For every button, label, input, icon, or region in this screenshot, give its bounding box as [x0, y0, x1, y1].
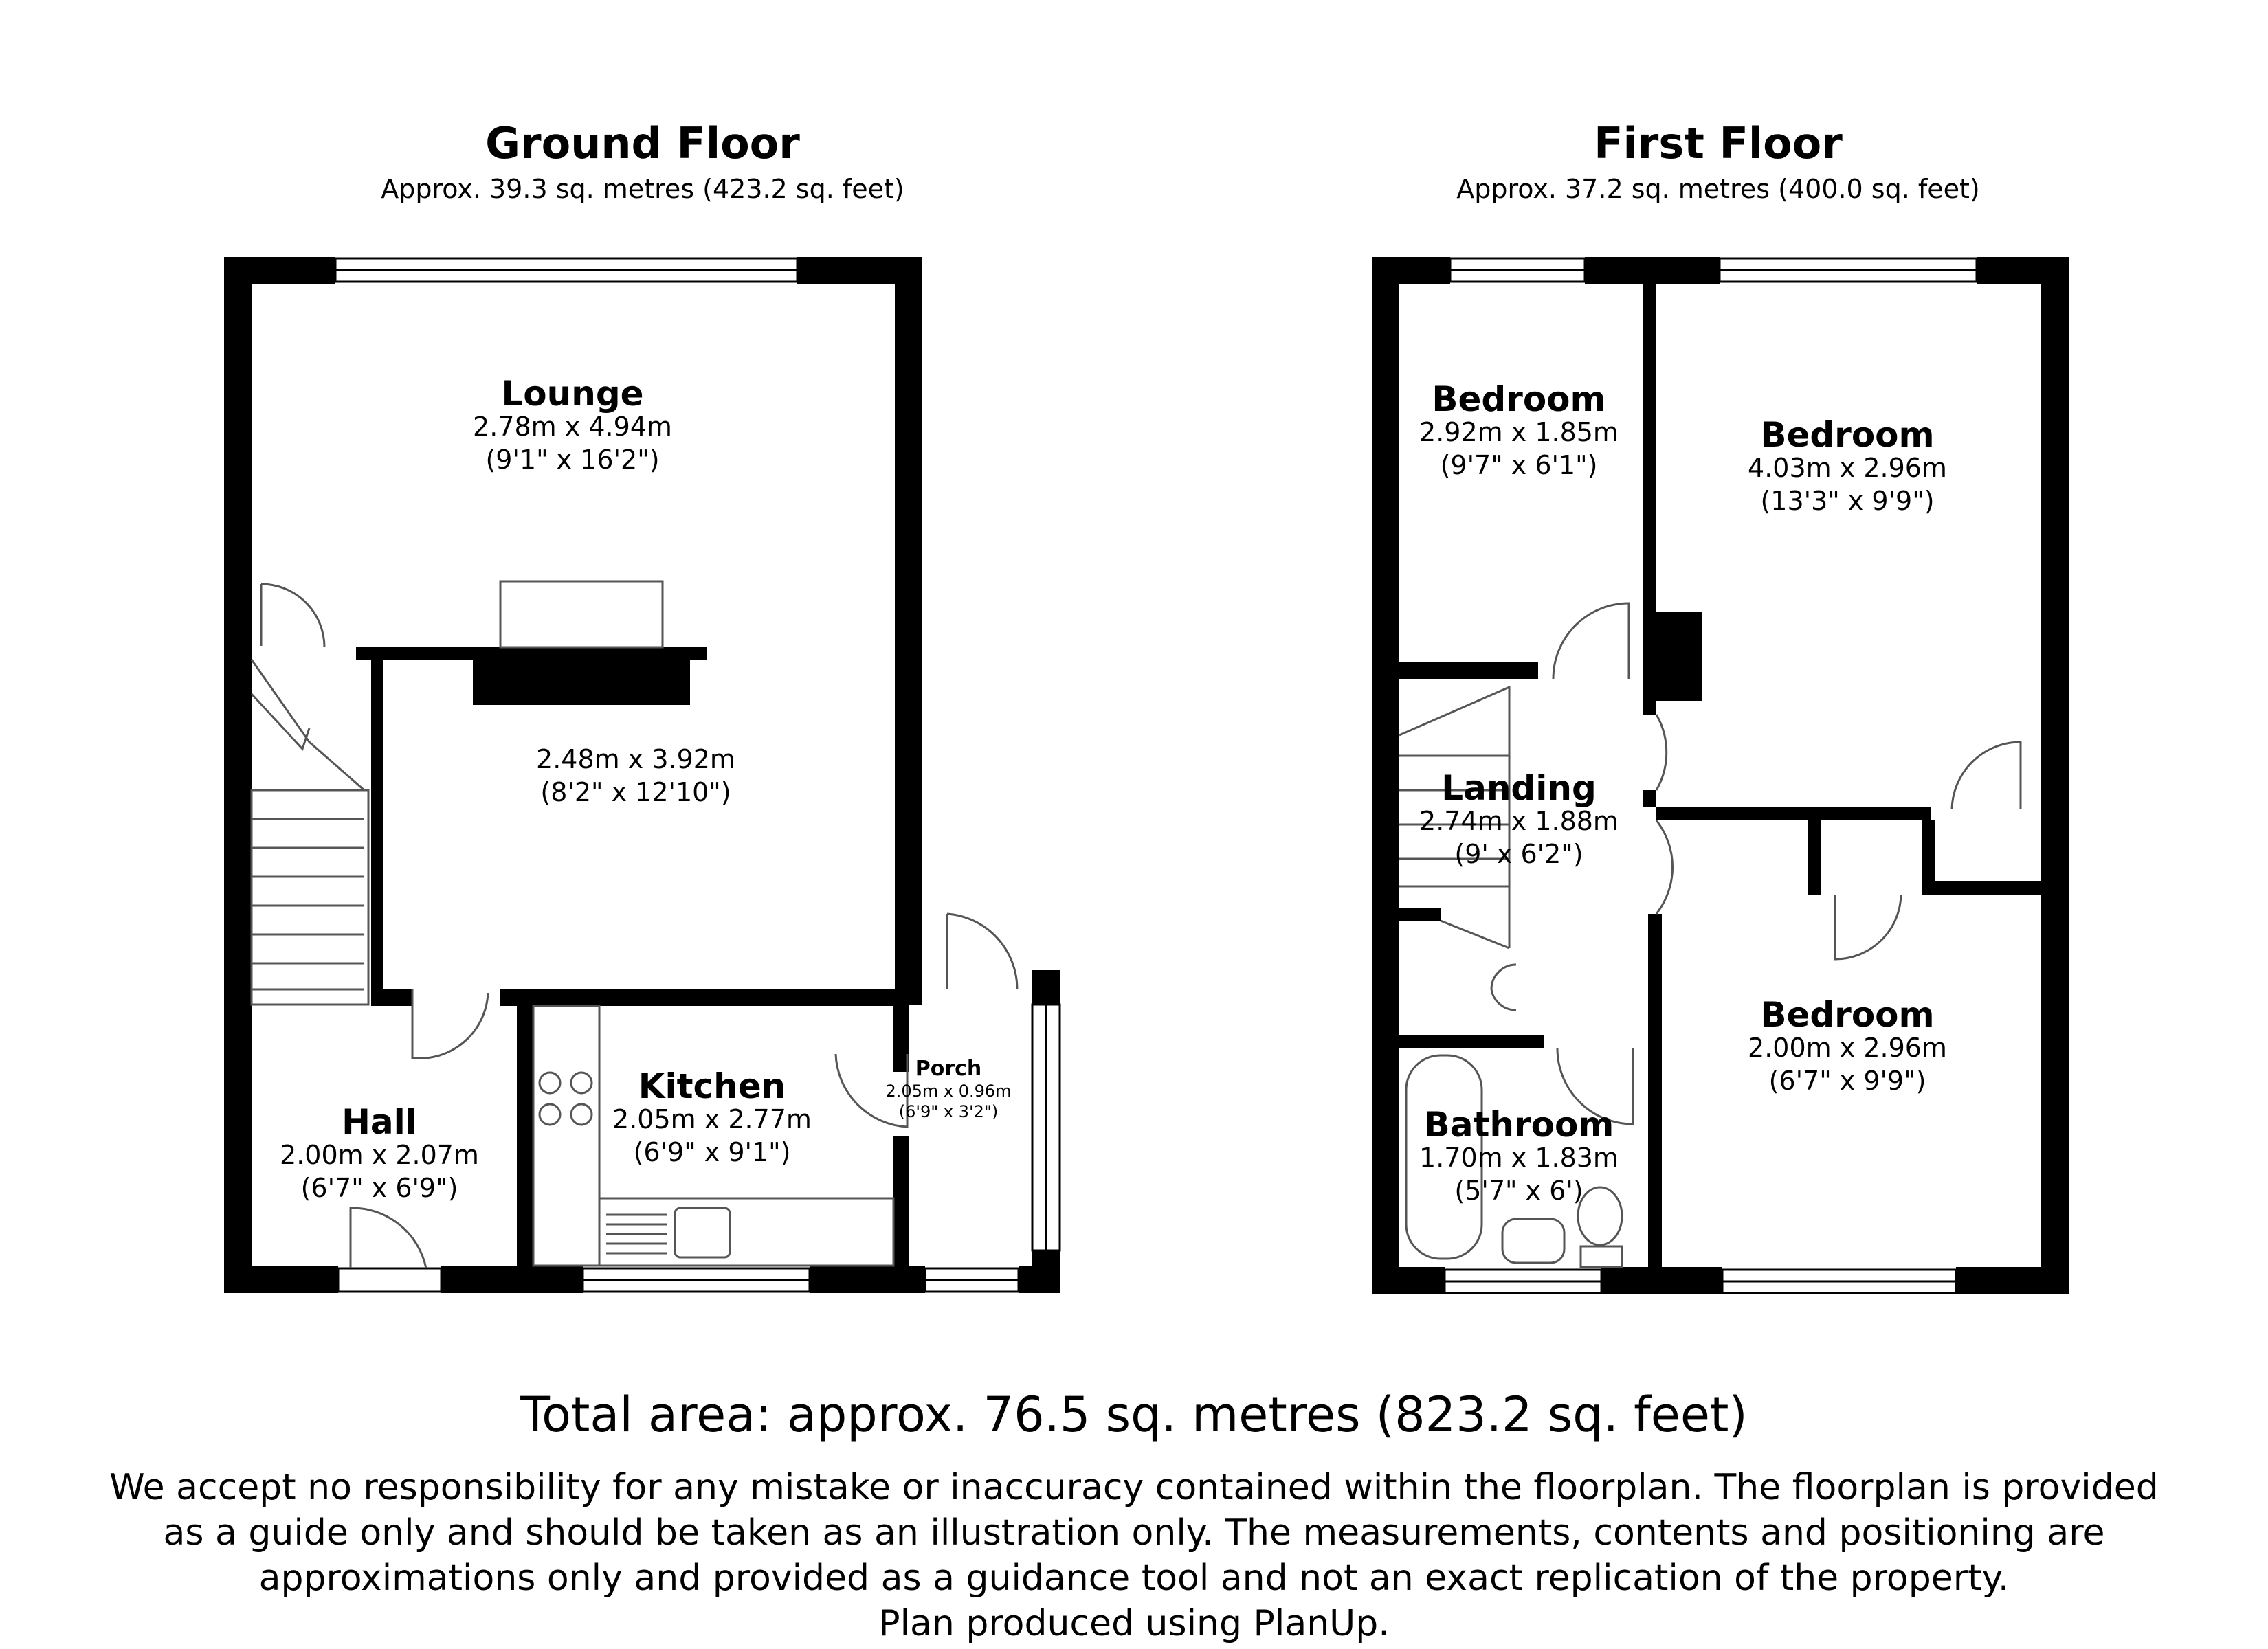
disclaimer-line: as a guide only and should be taken as an illustration only. The measurements, contents and positioning are [163, 1512, 2105, 1553]
wall [893, 1136, 909, 1266]
wall [1648, 914, 1662, 1267]
wall [1372, 257, 1399, 1294]
wall [1032, 1250, 1060, 1293]
wall [371, 647, 383, 1006]
room-label-kitchen: Kitchen 2.05m x 2.77m (6'9" x 9'1") [612, 1066, 812, 1167]
basin [1502, 1219, 1564, 1263]
disclaimer-line: approximations only and provided as a guidance tool and not an exact replication of the property. [258, 1558, 2010, 1599]
window [338, 1268, 441, 1292]
staircase [252, 790, 368, 1005]
room-label-dining: 2.48m x 3.92m (8'2" x 12'10") [536, 744, 735, 807]
wall [1656, 807, 1931, 820]
ground-floor-area: Approx. 39.3 sq. metres (423.2 sq. feet) [381, 174, 904, 204]
room-label-bedroom-third: Bedroom 2.00m x 2.96m (6'7" x 9'9") [1748, 995, 1947, 1096]
wall [1808, 820, 1821, 895]
wall [441, 1266, 583, 1293]
wall [1399, 1035, 1544, 1048]
room-label-hall: Hall 2.00m x 2.07m (6'7" x 6'9") [280, 1102, 479, 1203]
wall [1956, 1267, 2069, 1294]
wall [1372, 1267, 1445, 1294]
wall [224, 257, 252, 1292]
wall [895, 257, 922, 978]
disclaimer-line: We accept no responsibility for any mistake or inaccuracy contained within the floorplan. The floorplan is provided [109, 1467, 2159, 1508]
wall [1032, 970, 1060, 1005]
room-label-bedroom-small: Bedroom 2.92m x 1.85m (9'7" x 6'1") [1419, 379, 1619, 480]
room-label-porch: Porch 2.05m x 0.96m (6'9" x 3'2") [885, 1057, 1012, 1121]
wall [1656, 612, 1702, 701]
ground-floor-title: Ground Floor [485, 118, 800, 168]
wall [895, 1266, 922, 1293]
room-label-lounge: Lounge 2.78m x 4.94m (9'1" x 16'2") [473, 374, 672, 475]
wall [224, 1266, 338, 1293]
room-label-bathroom: Bathroom 1.70m x 1.83m (5'7" x 6') [1419, 1105, 1619, 1206]
hob [540, 1073, 560, 1093]
wall [371, 989, 412, 1006]
wall [1643, 284, 1656, 715]
worktop [599, 1198, 893, 1266]
room-label-bedroom-main: Bedroom 4.03m x 2.96m (13'3" x 9'9") [1748, 415, 1947, 516]
disclaimer-line: Plan produced using PlanUp. [878, 1603, 1390, 1644]
wall [1585, 257, 1720, 284]
wall [356, 647, 707, 660]
worktop [533, 1006, 599, 1266]
wall [1399, 662, 1538, 679]
fireplace [473, 660, 690, 705]
wall [1372, 257, 1450, 284]
wall [517, 989, 533, 1266]
first-floor-area: Approx. 37.2 sq. metres (400.0 sq. feet) [1456, 174, 1980, 204]
wall [1643, 790, 1656, 807]
sink [675, 1208, 730, 1257]
disclaimer [0, 1465, 2268, 1646]
wall [1922, 881, 2041, 895]
room-label-landing: Landing 2.74m x 1.88m (9' x 6'2") [1419, 768, 1619, 869]
wall [500, 989, 517, 1006]
total-area: Total area: approx. 76.5 sq. metres (823.2 sq. feet) [520, 1387, 1748, 1443]
wall [1399, 908, 1441, 921]
wall [224, 257, 335, 284]
wall [1601, 1267, 1722, 1294]
first-floor-title: First Floor [1594, 118, 1843, 168]
wall [517, 989, 909, 1006]
wall [2041, 257, 2069, 1294]
